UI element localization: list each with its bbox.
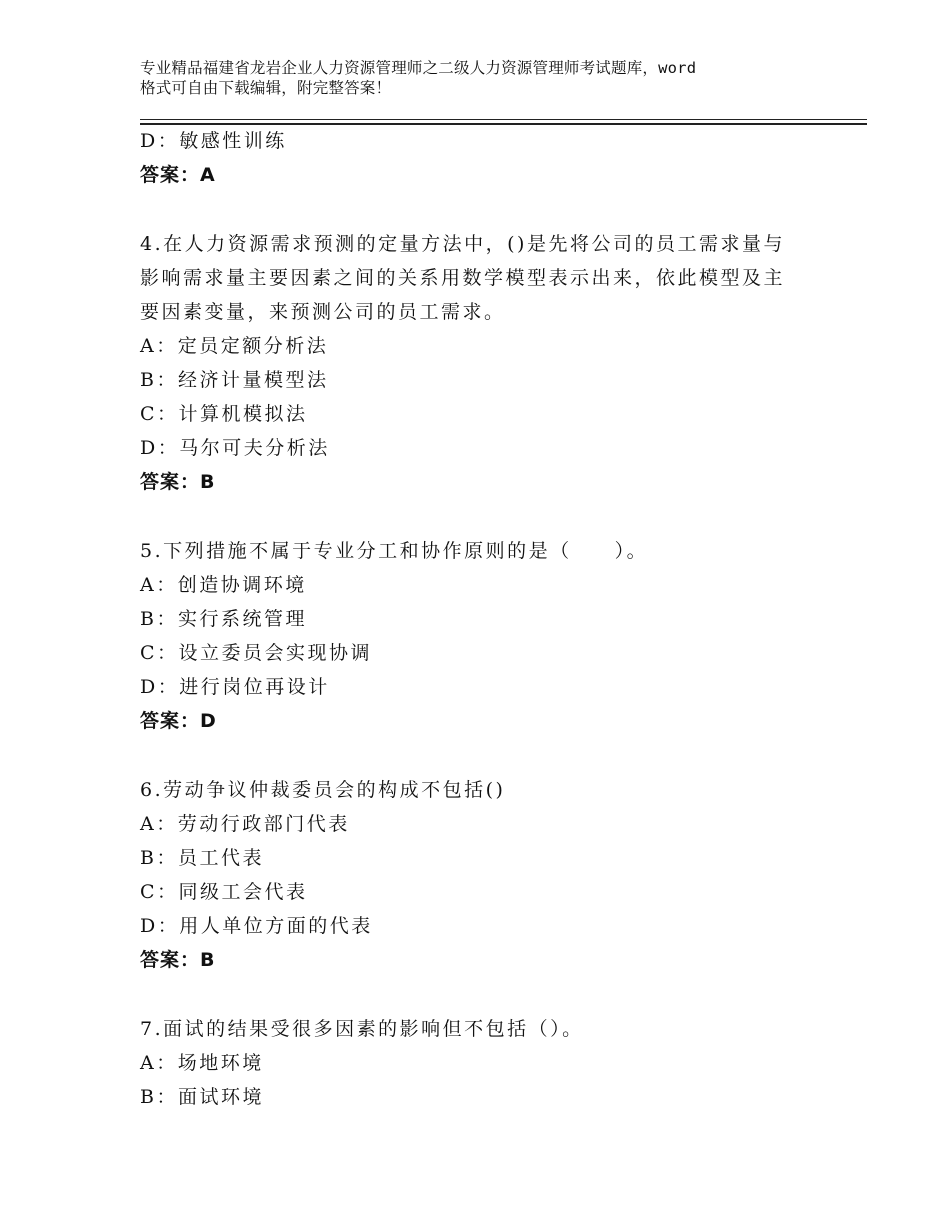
page-header	[140, 58, 800, 98]
question-gap	[140, 977, 800, 1012]
q4-answer: 答案：B	[140, 471, 216, 493]
q4-stem-line-2: 影响需求量主要因素之间的关系用数学模型表示出来，依此模型及主	[140, 267, 786, 289]
question-3-tail	[140, 124, 800, 192]
q5-option-a: A：创造协调环境	[140, 574, 307, 596]
question-gap	[140, 192, 800, 227]
q6-answer: 答案：B	[140, 949, 216, 971]
q5-stem: 5.下列措施不属于专业分工和协作原则的是（ ）。	[140, 540, 649, 562]
q6-option-b: B：员工代表	[140, 847, 264, 869]
q7-option-b: B：面试环境	[140, 1086, 264, 1108]
q7-stem: 7.面试的结果受很多因素的影响但不包括（）。	[140, 1018, 584, 1040]
q6-option-c: C：同级工会代表	[140, 881, 308, 903]
header-line-2: 格式可自由下载编辑，附完整答案！	[140, 79, 392, 97]
question-7	[140, 1012, 800, 1114]
document-body	[140, 124, 800, 1114]
q4-stem-line-1: 4.在人力资源需求预测的定量方法中，()是先将公司的员工需求量与	[140, 233, 785, 255]
question-6	[140, 773, 800, 977]
q3-option-d: D：敏感性训练	[140, 130, 287, 152]
question-4	[140, 227, 800, 499]
q5-answer: 答案：D	[140, 710, 217, 732]
q4-option-b: B：经济计量模型法	[140, 369, 329, 391]
question-gap	[140, 738, 800, 773]
q4-option-d: D：马尔可夫分析法	[140, 437, 330, 459]
q6-option-d: D：用人单位方面的代表	[140, 915, 373, 937]
q6-stem: 6.劳动争议仲裁委员会的构成不包括()	[140, 779, 506, 801]
q5-option-b: B：实行系统管理	[140, 608, 307, 630]
q5-option-c: C：设立委员会实现协调	[140, 642, 373, 664]
q5-option-d: D：进行岗位再设计	[140, 676, 330, 698]
q6-option-a: A：劳动行政部门代表	[140, 813, 350, 835]
q4-stem-line-3: 要因素变量，来预测公司的员工需求。	[140, 301, 506, 323]
question-gap	[140, 499, 800, 534]
header-line-1: 专业精品福建省龙岩企业人力资源管理师之二级人力资源管理师考试题库，word	[140, 59, 697, 77]
q4-option-c: C：计算机模拟法	[140, 403, 308, 425]
question-5	[140, 534, 800, 738]
q3-answer: 答案：A	[140, 164, 216, 186]
q7-option-a: A：场地环境	[140, 1052, 264, 1074]
q4-option-a: A：定员定额分析法	[140, 335, 329, 357]
